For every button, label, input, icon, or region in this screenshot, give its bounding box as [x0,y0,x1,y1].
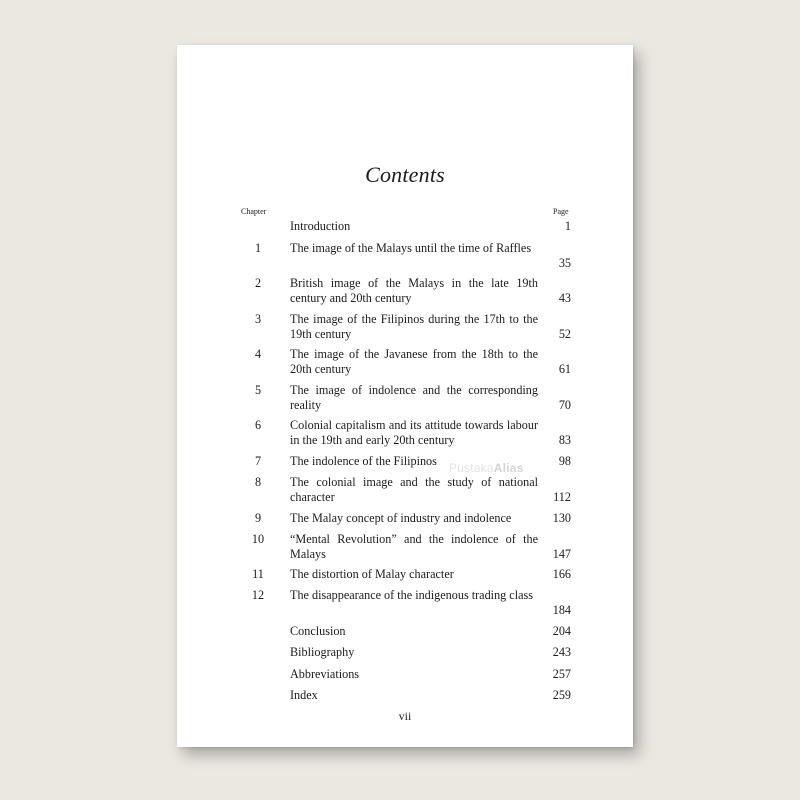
watermark-part-2: Alias [493,461,524,475]
toc-entry [233,688,571,703]
chapter-title: The image of indolence and the corresponding reality [290,383,538,412]
chapter-title: The distortion of Malay character [290,567,454,581]
toc-entry [233,312,571,342]
chapter-title: “Mental Revolution” and the indolence of the Malays [290,532,538,561]
toc-entry [233,624,571,639]
page-number: 204 [552,624,571,638]
page-number: 130 [552,511,571,525]
toc-entry [233,347,571,377]
page-number: 70 [558,398,571,412]
chapter-column-header: Chapter [241,207,267,216]
toc-entry [233,475,571,505]
toc-entry [233,645,571,660]
chapter-title: Colonial capitalism and its attitude towards labour in the 19th and early 20th century [290,418,538,447]
chapter-title: Conclusion [290,624,346,638]
chapter-title: The colonial image and the study of national character [290,475,538,504]
chapter-title: The disappearance of the indigenous trading class [290,588,533,602]
page-number: 166 [552,567,571,581]
page-number: 83 [558,433,571,447]
toc-entry [233,276,571,306]
chapter-number: 8 [254,475,262,489]
page-number: 147 [552,547,571,561]
page-number: 257 [552,667,571,681]
page-number: 1 [564,219,571,233]
page-number: 52 [558,327,571,341]
toc-entry [233,667,571,682]
page-number: 61 [558,362,571,376]
chapter-title: Abbreviations [290,667,360,681]
chapter-title: The Malay concept of industry and indolence [290,511,512,525]
chapter-title: The image of the Filipinos during the 17th to the 19th century [290,312,538,341]
chapter-title: British image of the Malays in the late 19th century and 20th century [290,276,538,305]
chapter-title: The indolence of the Filipinos [290,454,437,468]
toc-entry [233,383,571,413]
toc-entry [233,511,571,526]
book-page [177,45,633,747]
toc-entry [233,532,571,562]
chapter-number: 3 [254,312,262,326]
chapter-number: 4 [254,347,262,361]
chapter-number: 6 [254,418,262,432]
page-number: 43 [558,291,571,305]
chapter-number: 7 [254,454,262,468]
chapter-number: 9 [254,511,262,525]
toc-entry [233,567,571,582]
toc-entry [233,588,571,618]
chapter-title: Index [290,688,318,702]
page-number: 184 [552,603,571,617]
watermark [449,461,523,475]
chapter-number: 2 [254,276,262,290]
chapter-number: 12 [251,588,265,602]
page-number: 112 [553,490,571,504]
chapter-title: The image of the Malays until the time of Raffles [290,241,532,255]
page-column-header: Page [553,207,569,216]
page-number: 98 [558,454,571,468]
page-title: Contents [365,162,445,187]
toc-entry [233,219,571,234]
page-number: 243 [552,645,571,659]
chapter-number: 5 [254,383,262,397]
toc-entry [233,418,571,448]
page-number: 259 [552,688,571,702]
watermark-part-1: Pustaka [449,461,494,475]
toc-entry [233,241,571,271]
chapter-number: 1 [254,241,262,255]
chapter-title: Bibliography [290,645,355,659]
chapter-title: Introduction [290,219,351,233]
folio-page-number: vii [398,709,412,723]
chapter-title: The image of the Javanese from the 18th to the 20th century [290,347,538,376]
chapter-number: 10 [251,532,265,546]
chapter-number: 11 [252,567,264,581]
page-number: 35 [558,256,571,270]
